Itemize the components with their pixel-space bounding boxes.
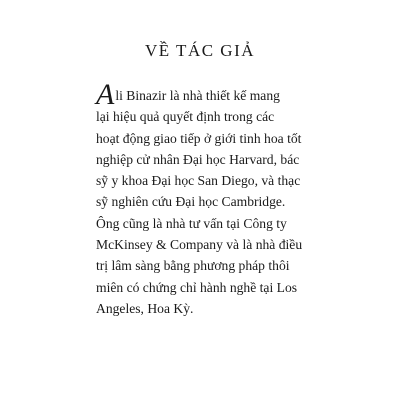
bio-line-1: [96, 78, 346, 111]
bio-line-5: sỹ y khoa Đại học San Diego, và thạc: [96, 173, 301, 189]
bio-line-10: miên có chứng chỉ hành nghề tại Los: [96, 279, 298, 295]
drop-cap-letter: A: [96, 78, 115, 111]
bio-line-6: sỹ nghiên cứu Đại học Cambridge.: [96, 194, 286, 210]
page-title: VỀ TÁC GIẢ: [144, 41, 256, 61]
bio-line-8: McKinsey & Company và là nhà điều: [96, 237, 303, 253]
bio-line-9: trị lâm sàng bằng phương pháp thôi: [96, 258, 290, 274]
bio-line-11: Angeles, Hoa Kỳ.: [96, 300, 194, 316]
bio-line-1-text: li Binazir là nhà thiết kế mang: [115, 88, 280, 103]
bio-line-4: nghiệp cử nhân Đại học Harvard, bác: [96, 151, 300, 167]
bio-line-2: lại hiệu quả quyết định trong các: [96, 109, 275, 125]
bio-line-3: hoạt động giao tiếp ở giới tinh hoa tốt: [96, 130, 302, 146]
author-bio: [96, 78, 346, 319]
bio-line-7: Ông cũng là nhà tư vấn tại Công ty: [96, 215, 287, 231]
